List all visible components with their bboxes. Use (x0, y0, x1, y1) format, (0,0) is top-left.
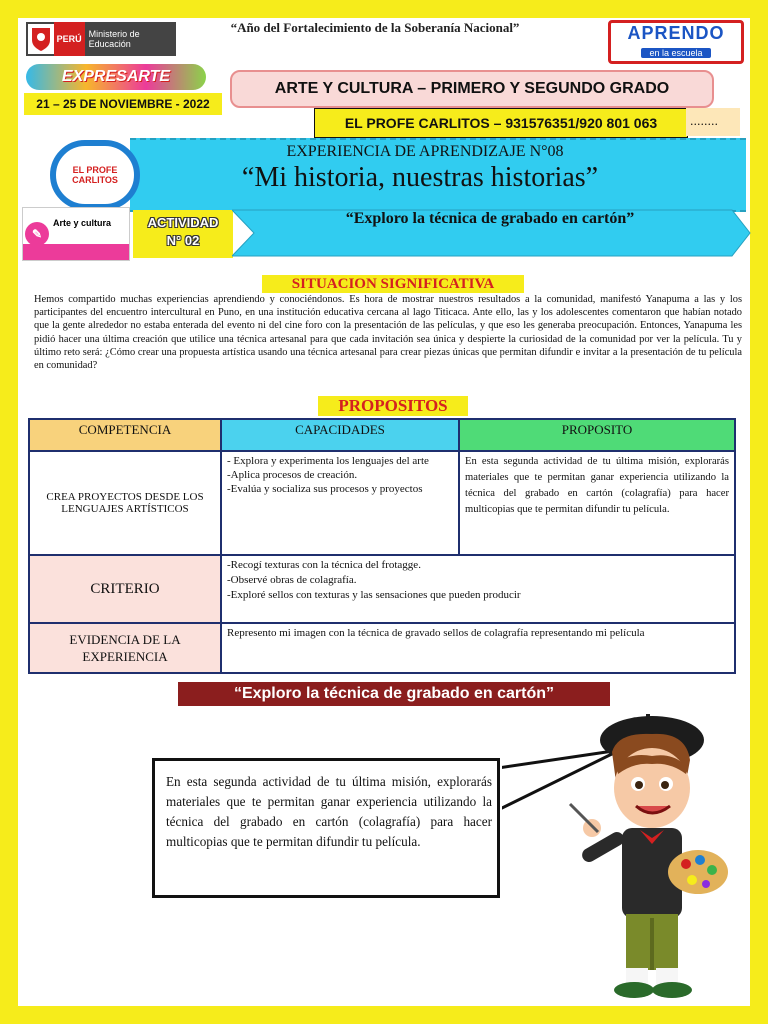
table-row (29, 451, 735, 555)
area-tag-bar (23, 244, 129, 260)
evidencia-cell: Represento mi imagen con la técnica de gravado sellos de colagrafía representando mi película (221, 623, 735, 673)
ministry-name: Ministerio de Educación (88, 29, 140, 49)
area-tag-label: Arte y cultura (53, 218, 112, 228)
painter-boy-illustration (560, 712, 740, 1002)
date-range: 21 – 25 DE NOVIEMBRE - 2022 (24, 93, 222, 115)
table-row (29, 623, 735, 673)
table-header-row (29, 419, 735, 451)
purposes-heading: PROPOSITOS (318, 396, 468, 416)
criterio-label: CRITERIO (29, 555, 221, 623)
area-tag (22, 207, 130, 261)
activity-label-line2: N° 02 (166, 233, 200, 248)
header-proposito: PROPOSITO (459, 419, 735, 451)
criterios-cell (221, 555, 735, 623)
experience-number: EXPERIENCIA DE APRENDIZAJE N°08 (286, 143, 564, 160)
profe-logo-text: EL PROFE CARLITOS (72, 165, 118, 185)
aprendo-main: APRENDO (627, 23, 725, 43)
list-item: -Aplica procesos de creación. (227, 469, 358, 481)
experience-title: “Mi historia, nuestras historias” (241, 162, 599, 193)
year-slogan: “Año del Fortalecimiento de la Soberanía Nacional” (230, 20, 520, 35)
table-row (29, 555, 735, 623)
ministry-country: PERÚ (54, 22, 85, 56)
aprendo-logo (608, 20, 744, 64)
coat-of-arms-icon (28, 24, 54, 54)
teacher-dots: ........ (686, 108, 740, 136)
list-item: - Explora y experimenta los lenguajes del arte (227, 455, 429, 467)
purposes-table (28, 418, 736, 674)
header-competencia: COMPETENCIA (29, 419, 221, 451)
palette-icon: ✎ (25, 222, 49, 246)
expresarte-logo: EXPRESARTE (26, 64, 206, 90)
proposito-cell: En esta segunda actividad de tu última misión, explorarás materiales que te permitan ganar experiencia utilizando la técnica del grabado en cartón (colagrafía) para hacer multicopias que te permitan difundir tu película. (459, 451, 735, 555)
aprendo-sub: en la escuela (641, 48, 710, 58)
activity-title: “Exploro la técnica de grabado en cartón” (345, 210, 635, 227)
competencia-cell: CREA PROYECTOS DESDE LOS LENGUAJES ARTÍSTICOS (29, 451, 221, 555)
activity-label-line1: ACTIVIDAD (147, 215, 219, 230)
evidencia-label: EVIDENCIA DE LA EXPERIENCIA (29, 623, 221, 673)
teacher-contact: EL PROFE CARLITOS – 931576351/920 801 063 (314, 108, 688, 138)
section-band-title: “Exploro la técnica de grabado en cartón” (178, 682, 610, 706)
list-item: -Exploré sellos con texturas y las sensaciones que pueden producir (227, 589, 521, 601)
list-item: -Recogí texturas con la técnica del frotagge. (227, 559, 421, 571)
header-capacidades: CAPACIDADES (221, 419, 459, 451)
situation-heading: SITUACION SIGNIFICATIVA (262, 275, 524, 293)
profe-carlitos-logo (50, 140, 140, 210)
capacidades-cell (221, 451, 459, 555)
speech-bubble-text: En esta segunda actividad de tu última misión, explorarás materiales que te permitan ganar experiencia utilizando la técnica del grabado en cartón (colagrafía) para hacer multicopias que te permitan difundir tu película. (166, 774, 492, 849)
ministry-logo (26, 22, 176, 56)
course-title: ARTE Y CULTURA – PRIMERO Y SEGUNDO GRADO (230, 70, 714, 108)
list-item: -Evalúa y socializa sus procesos y proyectos (227, 483, 423, 495)
situation-text: Hemos compartido muchas experiencias aprendiendo y conociéndonos. Es hora de mostrar nuestros resultados a la comunidad, manifestó Yanapuma a las y los participantes del encuentro intercultural en Puno, en una institución educativa cercana al lago Titicaca. Ante ello, las y los adolescentes comentaron que habían notado que la gente alrededor no estaba enterada del evento ni del cine foro con la presentación de las películas, y que eso les generaba preocupación. Entonces, Yanapuma les pidió hacer una última creación que utilice una técnica artesanal para que cada invitación sea única y despierte la curiosidad de la comunidad por ver la película. Tu y último reto será: ¿Cómo crear una propuesta artística usando una técnica artesanal para crear piezas únicas que permitan difundir e invitar a la presentación de tu película en comunidad? (34, 294, 742, 372)
list-item: -Observé obras de colagrafía. (227, 574, 357, 586)
activity-label (133, 210, 233, 258)
